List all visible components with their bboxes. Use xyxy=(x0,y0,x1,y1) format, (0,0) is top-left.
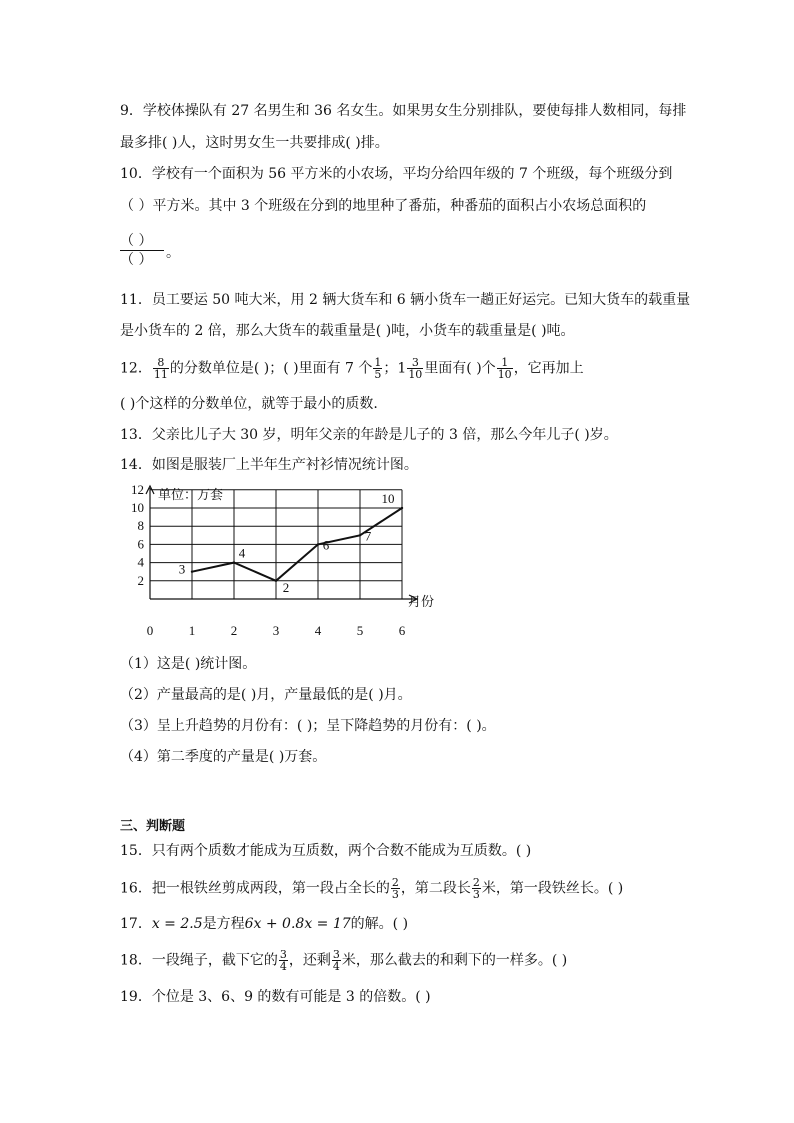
question-12-number: 12． xyxy=(120,360,152,377)
fraction-3-4-meters xyxy=(332,949,341,972)
section-3-title: 三、判断题 xyxy=(120,819,186,834)
fraction-1-5 xyxy=(373,357,382,380)
chart-grid xyxy=(150,490,402,599)
data-point xyxy=(191,571,193,573)
question-10-fraction-blank xyxy=(120,232,164,269)
equation: 6x + 0.8x = 17 xyxy=(244,916,351,932)
x-tick-label: 5 xyxy=(356,623,364,638)
question-15: 15．只有两个质数才能成为互质数，两个合数不能成为互质数。( ) xyxy=(120,843,532,859)
question-14-sub-1: （1）这是( )统计图。 xyxy=(120,656,257,672)
y-tick-label: 6 xyxy=(137,536,144,552)
y-tick-label: 12 xyxy=(131,482,144,497)
line-chart xyxy=(118,482,458,642)
question-17-text-1: 是方程 xyxy=(202,916,245,932)
x-tick-label: 0 xyxy=(146,623,154,638)
data-point xyxy=(233,561,235,563)
question-18 xyxy=(120,949,567,972)
numerator: 2 xyxy=(391,876,399,889)
question-13: 13．父亲比儿子大 30 岁，明年父亲的年龄是儿子的 3 倍，那么今年儿子( )岁。 xyxy=(120,427,618,443)
fraction-8-11 xyxy=(153,357,169,380)
numerator: 3 xyxy=(332,948,340,961)
denominator: 10 xyxy=(408,368,423,381)
chart-data-labels xyxy=(179,491,395,595)
data-label: 2 xyxy=(282,579,290,595)
question-18-text-1: 18．一段绳子，截下它的 xyxy=(120,952,278,969)
chart-tick-labels xyxy=(131,482,406,638)
question-17-text-2: 的解。( ) xyxy=(350,916,409,932)
denominator: 4 xyxy=(279,960,287,973)
equation-x-value: x = 2.5 xyxy=(151,916,203,932)
question-9-line-2: 最多排( )人，这时男女生一共要排成( )排。 xyxy=(120,135,389,151)
x-tick-label: 4 xyxy=(314,623,322,638)
y-tick-label: 2 xyxy=(137,572,144,588)
data-point xyxy=(401,507,403,509)
y-tick-label: 8 xyxy=(137,518,144,534)
question-14-title: 14．如图是服装厂上半年生产衬衫情况统计图。 xyxy=(120,457,418,473)
numerator: 2 xyxy=(472,876,480,889)
question-16-text-3: 米，第一段铁丝长。( ) xyxy=(481,880,624,897)
data-label: 7 xyxy=(364,528,372,544)
x-tick-label: 1 xyxy=(188,623,196,638)
fraction-2-3 xyxy=(391,877,400,900)
denominator: 10 xyxy=(497,368,512,381)
question-9-line-1: 9．学校体操队有 27 名男生和 36 名女生。如果男女生分别排队，要使每排人数相同，每排 xyxy=(120,103,687,119)
chart-y-axis-label: 单位：万套 xyxy=(158,487,224,502)
question-16 xyxy=(120,877,623,900)
question-12-line-2: ( )个这样的分数单位，就等于最小的质数. xyxy=(120,396,378,412)
question-14-sub-3: （3）呈上升趋势的月份有：( )；呈下降趋势的月份有：( )。 xyxy=(120,718,496,734)
question-17-number: 17． xyxy=(120,916,152,932)
question-14-sub-4: （4）第二季度的产量是( )万套。 xyxy=(120,749,327,765)
question-12-text-4: ，它再加上 xyxy=(513,360,584,377)
fraction-numerator-blank: （ ） xyxy=(120,232,164,251)
denominator: 4 xyxy=(332,960,340,973)
numerator: 3 xyxy=(279,948,287,961)
question-14-sub-2: （2）产量最高的是( )月，产量最低的是( )月。 xyxy=(120,687,412,703)
denominator: 3 xyxy=(391,888,399,901)
question-12-text-1: 的分数单位是( )；( )里面有 7 个 xyxy=(169,360,373,377)
x-tick-label: 3 xyxy=(272,623,280,638)
x-tick-label: 6 xyxy=(398,623,406,638)
fraction-1-10 xyxy=(497,357,513,380)
numerator: 8 xyxy=(153,357,169,369)
data-point xyxy=(359,534,361,536)
question-12-text-2: ；1 xyxy=(383,360,407,377)
fraction-2-3-meters xyxy=(472,877,481,900)
question-18-text-2: ，还剩 xyxy=(288,952,331,969)
question-11-line-2: 是小货车的 2 倍，那么大货车的载重量是( )吨，小货车的载重量是( )吨。 xyxy=(120,323,575,339)
question-11-line-1: 11．员工要运 50 吨大米，用 2 辆大货车和 6 辆小货车一趟正好运完。已知大货车的载重量 xyxy=(120,292,691,308)
y-tick-label: 4 xyxy=(137,554,144,570)
data-point xyxy=(275,580,277,582)
question-18-text-3: 米，那么截去的和剩下的一样多。( ) xyxy=(341,952,568,969)
data-label: 3 xyxy=(178,561,186,577)
question-12-line-1 xyxy=(120,357,584,380)
question-10-end: 。 xyxy=(166,245,180,261)
numerator: 3 xyxy=(407,357,423,369)
data-label: 10 xyxy=(381,491,395,506)
fraction-3-10 xyxy=(407,357,423,380)
question-16-text-2: ，第二段长 xyxy=(400,880,471,897)
y-tick-label: 10 xyxy=(131,500,144,515)
x-tick-label: 2 xyxy=(230,623,238,638)
denominator: 5 xyxy=(374,368,382,381)
numerator: 1 xyxy=(497,357,513,369)
chart-x-axis-label: 月份 xyxy=(408,594,435,609)
question-16-text-1: 16．把一根铁丝剪成两段，第一段占全长的 xyxy=(120,880,390,897)
denominator: 11 xyxy=(153,368,168,381)
question-10-line-1: 10．学校有一个面积为 56 平方米的小农场，平均分给四年级的 7 个班级，每个班级分到 xyxy=(120,166,673,182)
denominator: 3 xyxy=(472,888,480,901)
question-17 xyxy=(120,914,408,934)
fraction-denominator-blank: （ ） xyxy=(120,252,153,268)
fraction-3-4 xyxy=(279,949,288,972)
data-point xyxy=(317,543,319,545)
data-label: 6 xyxy=(322,537,330,553)
question-19: 19．个位是 3、6、9 的数有可能是 3 的倍数。( ) xyxy=(120,989,431,1005)
question-10-line-2: （ ）平方米。其中 3 个班级在分到的地里种了番茄，种番茄的面积占小农场总面积的 xyxy=(120,198,647,214)
question-12-text-3: 里面有( )个 xyxy=(424,360,496,377)
data-label: 4 xyxy=(238,545,246,561)
numerator: 1 xyxy=(374,356,382,369)
